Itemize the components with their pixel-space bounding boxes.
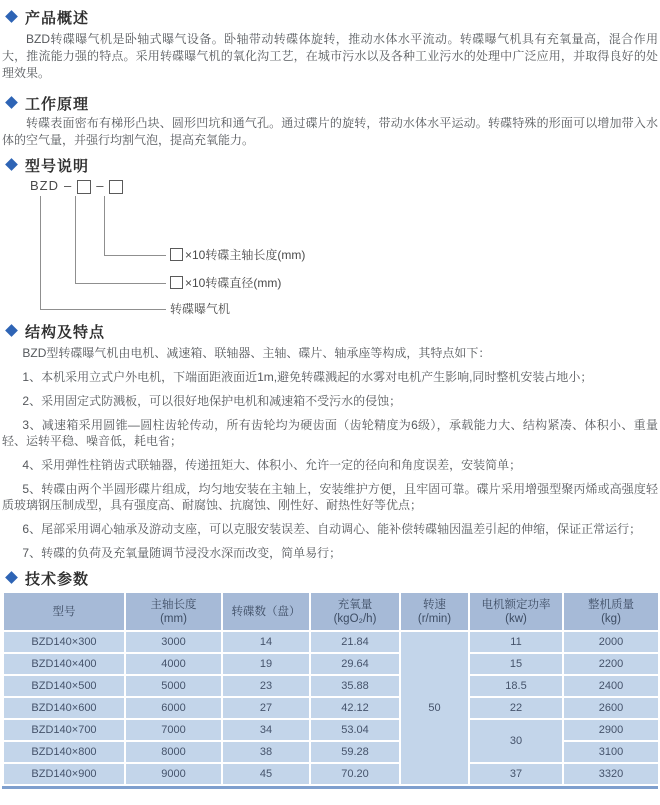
section-heading-specs [2,569,658,587]
cell-weight: 3320 [563,763,659,785]
feature-item-4: 4、采用弹性柱销齿式联轴器，传递扭矩大、体积小、允许一定的径向和角度误差，安装简单； [22,458,522,472]
diamond-icon [5,571,18,584]
section-heading-features [2,322,658,340]
cell-disc-count: 38 [222,741,310,763]
cell-power: 37 [469,763,563,785]
section-heading-overview [2,8,658,26]
cell-weight: 2600 [563,697,659,719]
feature-item-6: 6、尾部采用调心轴承及游动支座，可以克服安装误差、自动调心、能补偿转碟轴因温差引起的伸缩，保证正常运行； [22,522,642,536]
dash: – [96,178,105,193]
cell-shaft-length: 8000 [125,741,222,763]
section-title-overview: 产品概述 [25,9,90,27]
dash: – [64,178,73,193]
cell-power: 11 [469,631,563,653]
diagram-label-disc-diameter [170,276,281,290]
diagram-label-product-name [170,302,230,316]
cell-power: 22 [469,697,563,719]
cell-shaft-length: 6000 [125,697,222,719]
header-weight: 整机质量 (kg) [563,592,659,631]
diagram-label-spindle-length [170,248,305,262]
header-model: 型号 [3,592,125,631]
cell-weight: 2000 [563,631,659,653]
table-row [3,675,659,697]
connector-line [40,196,41,309]
table-row [3,719,659,741]
diamond-icon [5,10,18,23]
feature-item-5: 5、转碟由两个半圆形碟片组成，均匀地安装在主轴上，安装维护方便，且牢固可靠。碟片采用增强型聚丙烯或高强度轻质玻璃钢压制成型，具有强度高、耐腐蚀、抗腐蚀、刚性好、耐热性好等优点； [2,482,658,512]
diamond-icon [5,96,18,109]
cell-oxygen: 29.64 [310,653,400,675]
cell-model: BZD140×900 [3,763,125,785]
diagram-label-text: ×10转碟主轴长度(mm) [185,248,306,262]
placeholder-box-icon [77,180,91,194]
cell-weight: 3100 [563,741,659,763]
model-code-prefix: BZD [30,178,59,193]
table-row [3,697,659,719]
connector-line [75,196,76,283]
header-speed: 转速 (r/min) [400,592,469,631]
section-title-model: 型号说明 [25,157,90,175]
connector-line [40,309,166,310]
feature-item-1: 1、本机采用立式户外电机，下端面距液面近1m,避免转碟溅起的水雾对电机产生影响,同时整机安装占地小； [22,370,593,384]
header-shaft-length: 主轴长度 (mm) [125,592,222,631]
cell-disc-count: 27 [222,697,310,719]
table-row [3,631,659,653]
diagram-label-text: ×10转碟直径(mm) [185,276,282,290]
principle-paragraph: 转碟表面密布有梯形凸块、圆形凹坑和通气孔。通过碟片的旋转，带动水体水平运动。转碟特殊的形面可以增加带入水体的空气量，并强行均割气泡，提高充氧能力。 [2,116,658,147]
cell-model: BZD140×500 [3,675,125,697]
cell-oxygen: 21.84 [310,631,400,653]
cell-oxygen: 53.04 [310,719,400,741]
feature-item-7: 7、转碟的负荷及充氧量随调节浸没水深而改变，简单易行； [22,546,342,560]
cell-disc-count: 19 [222,653,310,675]
cell-power: 15 [469,653,563,675]
cell-shaft-length: 4000 [125,653,222,675]
cell-model: BZD140×600 [3,697,125,719]
cell-model: BZD140×800 [3,741,125,763]
cell-oxygen: 59.28 [310,741,400,763]
table-row [3,763,659,785]
connector-line [104,196,105,255]
section-title-specs: 技术参数 [25,570,90,588]
cell-disc-count: 34 [222,719,310,741]
specs-table [2,591,660,786]
cell-oxygen: 42.12 [310,697,400,719]
cell-disc-count: 45 [222,763,310,785]
section-title-features: 结构及特点 [25,323,106,341]
connector-line [104,255,166,256]
header-oxygen: 充氧量 (kgO₂/h) [310,592,400,631]
feature-item-3: 3、减速箱采用圆锥—圆柱齿轮传动，所有齿轮均为硬齿面（齿轮精度为6级），承载能力大、结构紧凑、体积小、重量轻、运转平稳、噪音低，耗电省； [2,418,658,448]
cell-model: BZD140×300 [3,631,125,653]
cell-speed-merged: 50 [400,631,469,785]
cell-disc-count: 14 [222,631,310,653]
cell-weight: 2900 [563,719,659,741]
cell-shaft-length: 9000 [125,763,222,785]
diagram-label-text: 转碟曝气机 [170,302,231,316]
placeholder-box-icon [170,276,183,289]
feature-item-2: 2、采用固定式防溅板，可以很好地保护电机和减速箱不受污水的侵蚀； [22,394,402,408]
cell-power: 18.5 [469,675,563,697]
model-code [30,178,123,194]
cell-model: BZD140×400 [3,653,125,675]
diamond-icon [5,324,18,337]
connector-line [75,283,166,284]
cell-power-merged: 30 [469,719,563,763]
cell-disc-count: 23 [222,675,310,697]
cell-weight: 2400 [563,675,659,697]
header-disc-count: 转碟数（盘） [222,592,310,631]
placeholder-box-icon [109,180,123,194]
cell-oxygen: 70.20 [310,763,400,785]
table-header-row [3,592,659,631]
section-heading-model [2,156,658,174]
model-code-diagram [2,176,658,316]
diamond-icon [5,158,18,171]
features-intro: BZD型转碟曝气机由电机、减速箱、联轴器、主轴、碟片、轴承座等构成，其特点如下： [22,346,491,360]
cell-model: BZD140×700 [3,719,125,741]
overview-paragraph: BZD转碟曝气机是卧轴式曝气设备。卧轴带动转碟体旋转，推动水体水平流动。转碟曝气机具有充氧量高，混合作用大，推流能力强的特点。采用转碟曝气机的氧化沟工艺，在城市污水以及各种工业污水的处理中广泛应用，并取得良好的处理效果。 [2,32,658,80]
table-row [3,653,659,675]
cell-shaft-length: 3000 [125,631,222,653]
placeholder-box-icon [170,248,183,261]
cell-shaft-length: 7000 [125,719,222,741]
section-heading-principle [2,94,658,112]
table-bottom-border [2,786,658,789]
header-motor-power: 电机额定功率 (kw) [469,592,563,631]
cell-shaft-length: 5000 [125,675,222,697]
cell-weight: 2200 [563,653,659,675]
section-title-principle: 工作原理 [25,95,90,113]
cell-oxygen: 35.88 [310,675,400,697]
